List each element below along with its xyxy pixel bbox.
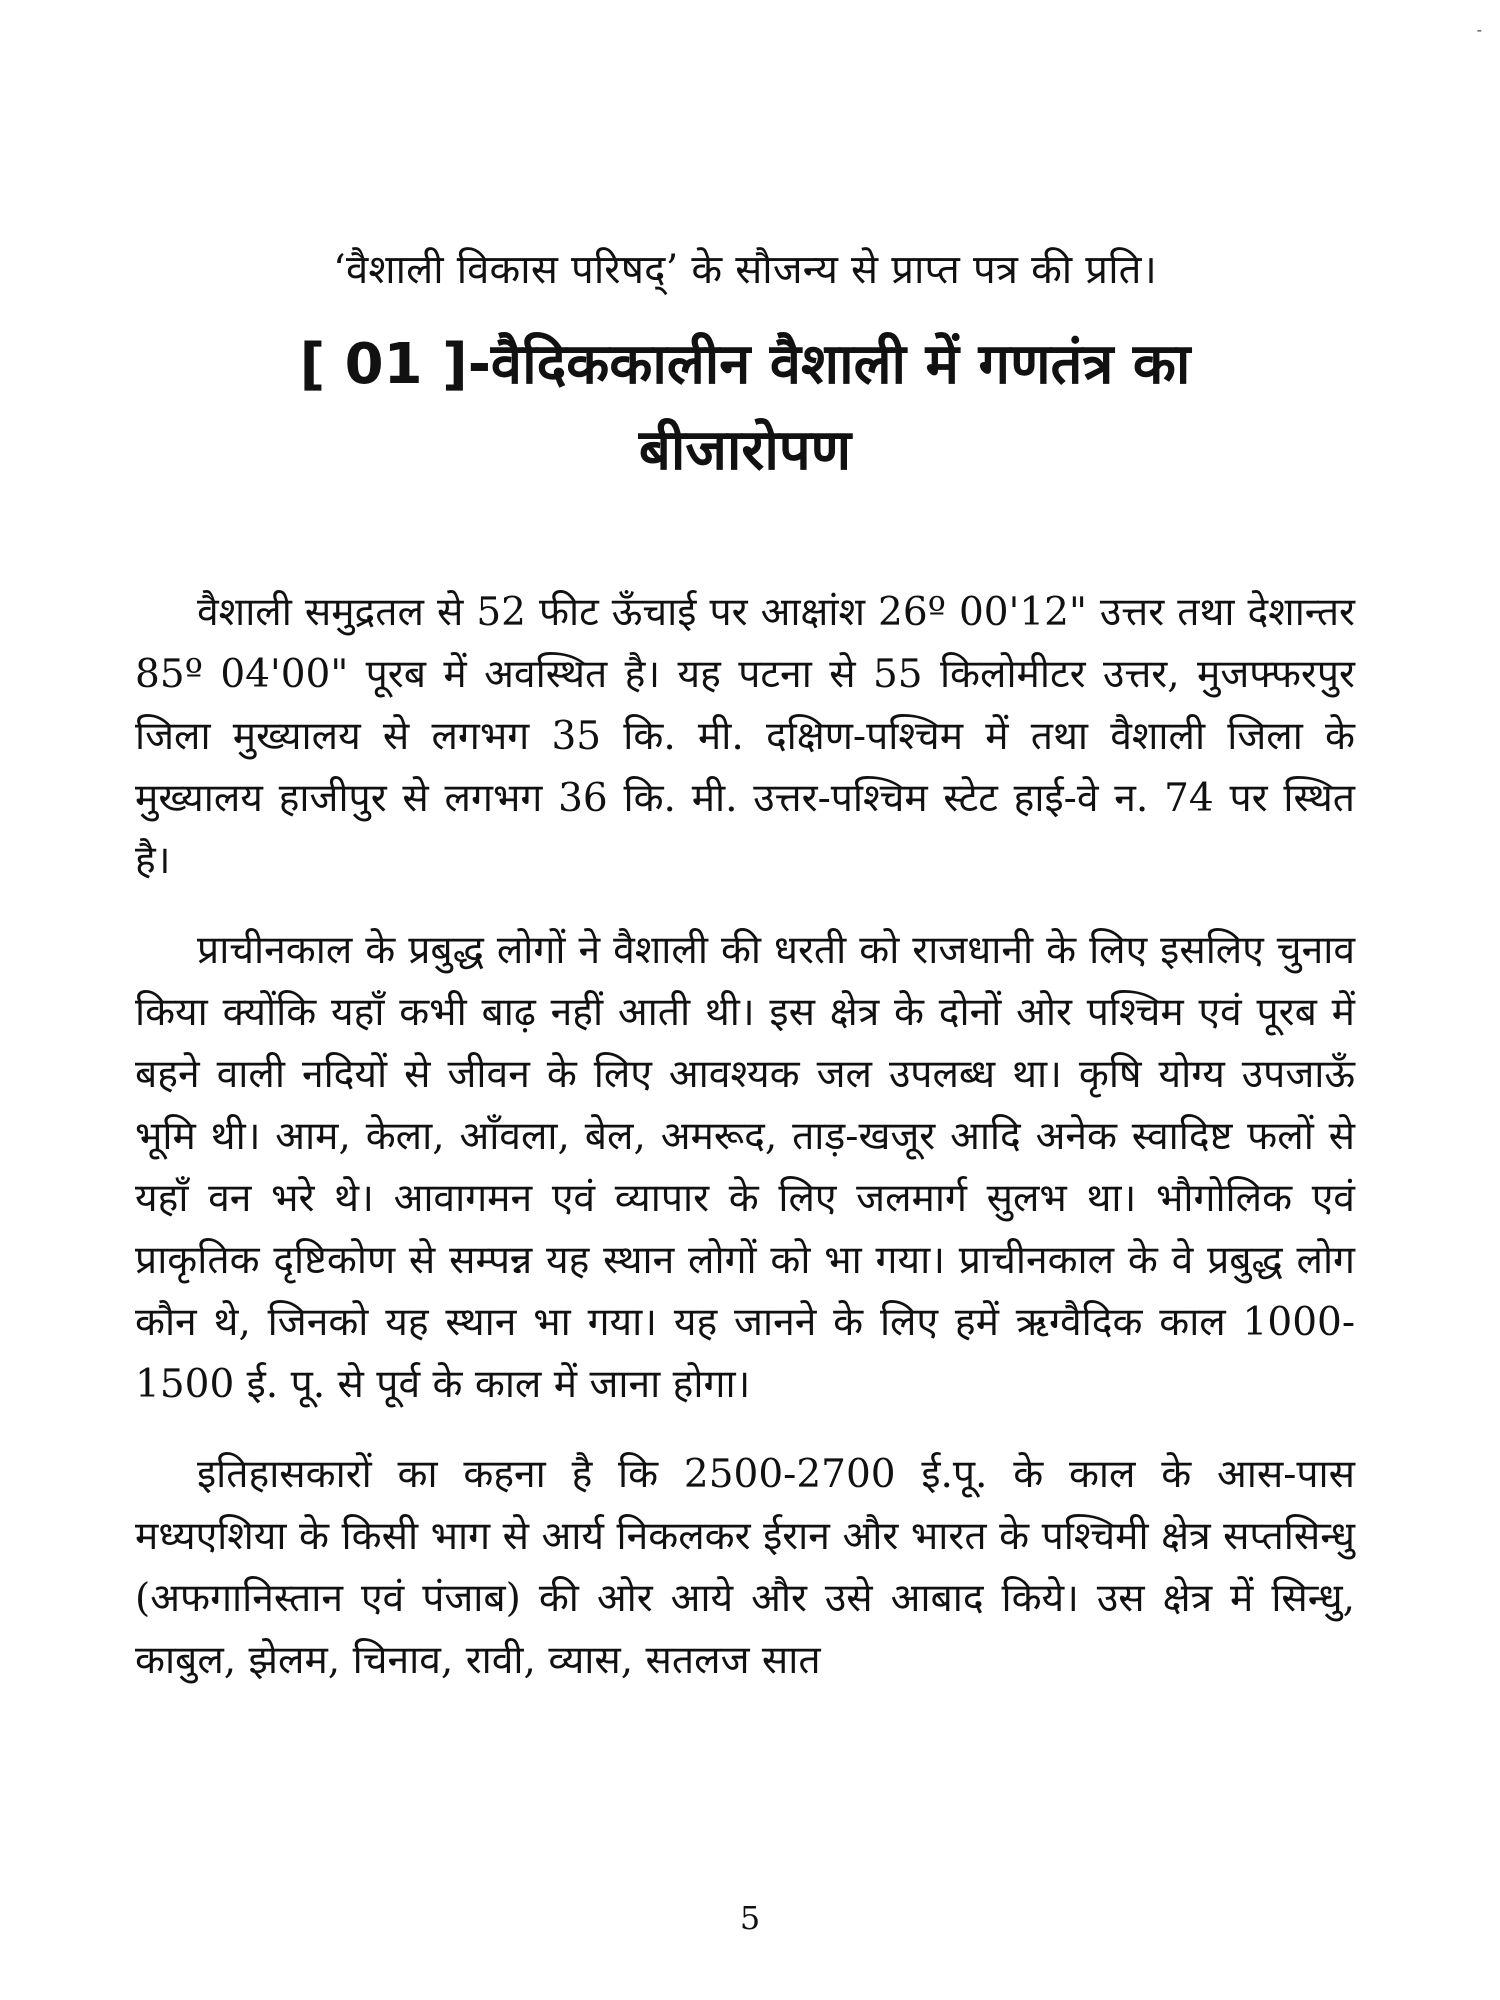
page-content [135, 238, 1355, 1720]
paragraph-historians: इतिहासकारों का कहना है कि 2500-2700 ई.पू. के काल के आस-पास मध्यएशिया के किसी भाग से आर्य निकलकर ईरान और भारत के पश्चिमी क्षेत्र सप्तसिन्धु (अफगानिस्तान एवं पंजाब) की ओर आये और उसे आबाद किये। उस क्षेत्र में सिन्धु, काबुल, झेलम, चिनाव, रावी, व्यास, सतलज सात [135, 1452, 1355, 1683]
corner-mark: - [1476, 20, 1482, 39]
page-number: 5 [739, 1899, 761, 1937]
chapter-title-line-2: बीजारोपण [638, 418, 852, 483]
paragraph-location: वैशाली समुद्रतल से 52 फीट ऊँचाई पर आक्षांश 26º 00'12" उत्तर तथा देशान्तर 85º 04'00" पूरब में अवस्थित है। यह पटना से 55 किलोमीटर उत्तर, मुजफ्फरपुर जिला मुख्यालय से लगभग 35 कि. मी. दक्षिण-पश्चिम में तथा वैशाली जिला के मुख्यालय हाजीपुर से लगभग 36 कि. मी. उत्तर-पश्चिम स्टेट हाई-वे न. 74 पर स्थित है। [135, 590, 1355, 883]
courtesy-note: ‘वैशाली विकास परिषद्’ के सौजन्य से प्राप्त पत्र की प्रति। [333, 247, 1157, 293]
chapter-title [135, 322, 1355, 494]
chapter-title-line-1: [ 01 ]-वैदिककालीन वैशाली में गणतंत्र का [299, 332, 1191, 397]
paragraph-ancient-people: प्राचीनकाल के प्रबुद्ध लोगों ने वैशाली की धरती को राजधानी के लिए इसलिए चुनाव किया क्योंकि यहाँ कभी बाढ़ नहीं आती थी। इस क्षेत्र के दोनों ओर पश्चिम एवं पूरब में बहने वाली नदियों से जीवन के लिए आवश्यक जल उपलब्ध था। कृषि योग्य उपजाऊँ भूमि थी। आम, केला, आँवला, बेल, अमरूद, ताड़-खजूर आदि अनेक स्वादिष्ट फलों से यहाँ वन भरे थे। आवागमन एवं व्यापार के लिए जलमार्ग सुलभ था। भौगोलिक एवं प्राकृतिक दृष्टिकोण से सम्पन्न यह स्थान लोगों को भा गया। प्राचीनकाल के वे प्रबुद्ध लोग कौन थे, जिनको यह स्थान भा गया। यह जानने के लिए हमें ऋग्वैदिक काल 1000-1500 ई. पू. से पूर्व के काल में जाना होगा। [135, 928, 1355, 1407]
